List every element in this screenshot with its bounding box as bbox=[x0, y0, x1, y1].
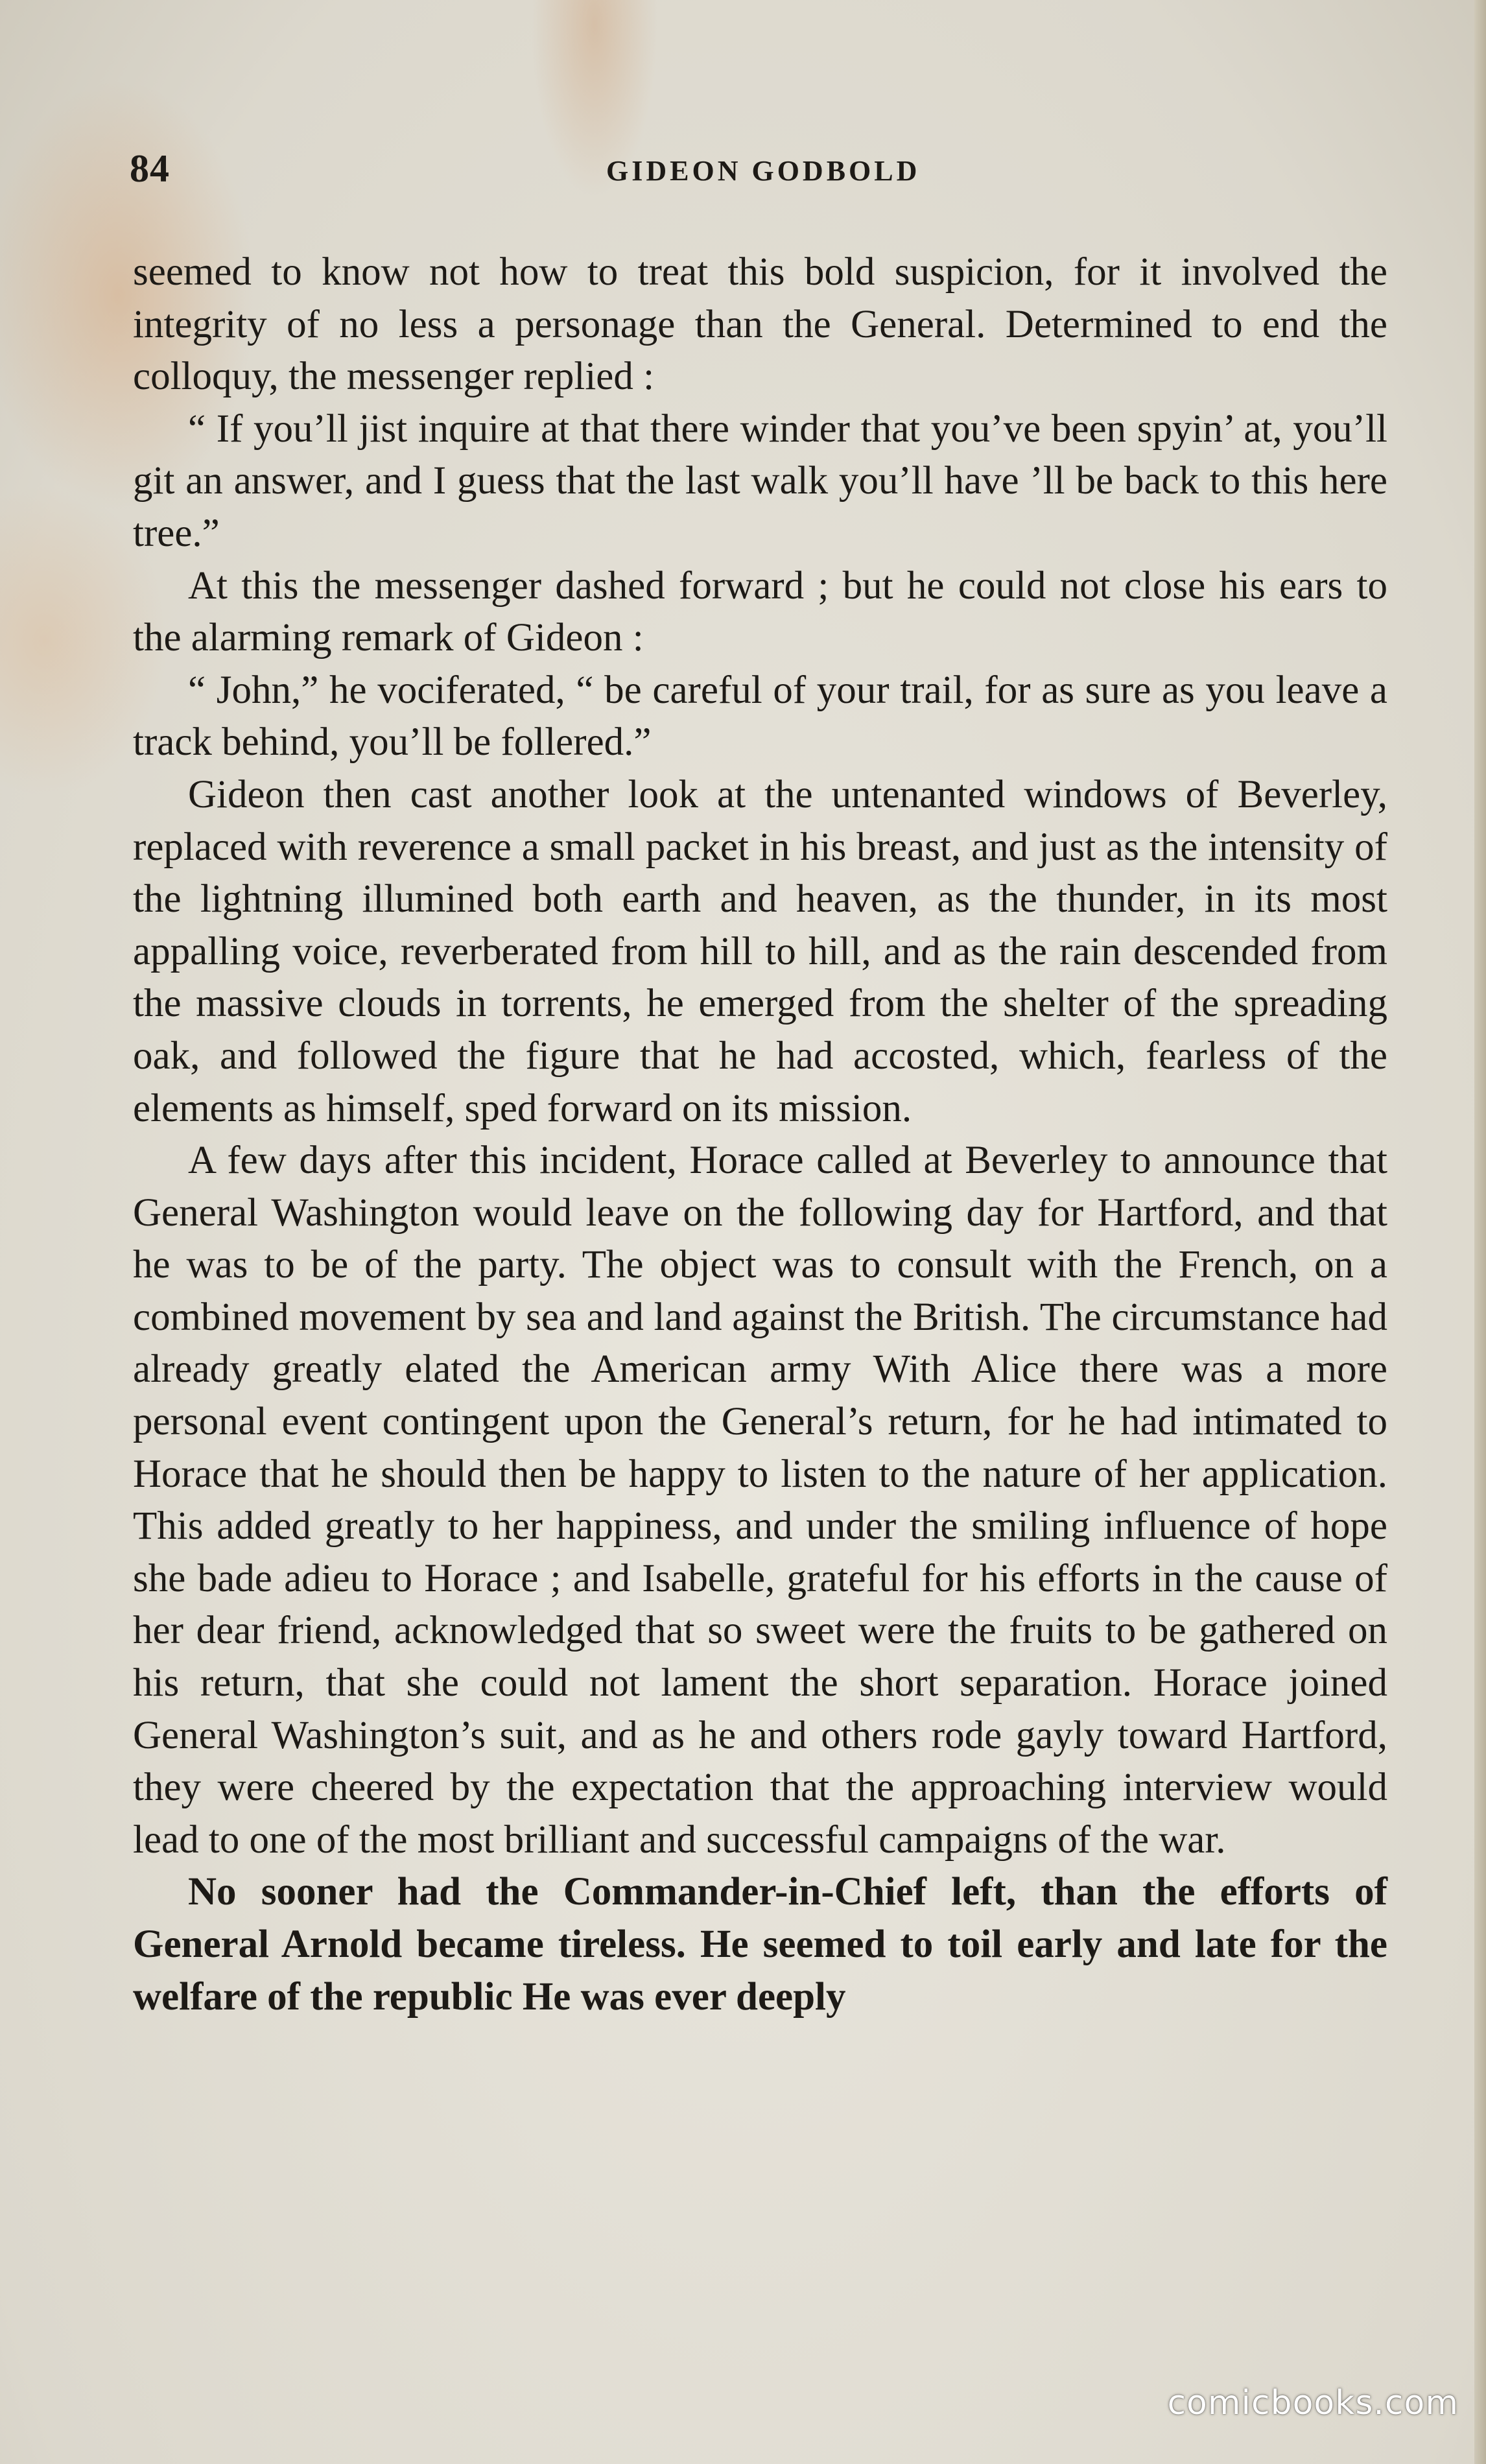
body-text bbox=[133, 246, 1387, 2373]
paragraph: A few days after this incident, Horace called at Beverley to announce that General Washington would leave on the following day for Hartford, and that he was to be of the party. The object was to consult with the French, on a combined movement by sea and land against the British. The circumstance had already greatly elated the American army With Alice there was a more personal event contingent upon the General’s return, for he had intimated to Horace that he should then be happy to listen to the nature of her application. This added greatly to her happiness, and under the smiling influence of hope she bade adieu to Horace ; and Isabelle, grateful for his efforts in the cause of her dear friend, acknowledged that so sweet were the fruits to be gathered on his return, that she could not lament the short separation. Horace joined General Washington’s suit, and as he and others rode gayly toward Hartford, they were cheered by the expectation that the approaching interview would lead to one of the most brilliant and successful campaigns of the war. bbox=[133, 1139, 1387, 1862]
page-number: 84 bbox=[130, 147, 170, 190]
watermark: comicbooks.com bbox=[1167, 2384, 1459, 2423]
paragraph: “ John,” he vociferated, “ be careful of your trail, for as sure as you leave a track behind, you’ll be follered.” bbox=[133, 668, 1387, 764]
paragraph: seemed to know not how to treat this bold suspicion, for it involved the integrity of no less a personage than the General. Determined to end the colloquy, the messenger replied : bbox=[133, 250, 1387, 399]
paragraph: “ If you’ll jist inquire at that there winder that you’ve been spyin’ at, you’ll git an answer, and I guess that the last walk you’ll have ’ll be back to this here tree.” bbox=[133, 407, 1387, 555]
page-edge bbox=[1474, 0, 1486, 2464]
paragraph: At this the messenger dashed forward ; but he could not close his ears to the alarming remark of Gideon : bbox=[133, 563, 1387, 660]
paragraph: Gideon then cast another look at the untenanted windows of Beverley, replaced with reverence a small packet in his breast, and just as the intensity of the lightning illumined both earth and heaven, as the thunder, in its most appalling voice, reverberated from hill to hill, and as the rain descended from the massive clouds in torrents, he emerged from the shelter of the spreading oak, and followed the figure that he had accosted, which, fearless of the elements as himself, sped forward on its mission. bbox=[133, 772, 1387, 1130]
running-head: GIDEON GODBOLD bbox=[606, 155, 921, 187]
page-header bbox=[130, 147, 1387, 205]
paragraph: No sooner had the Commander-in-Chief left, than the efforts of General Arnold became tireless. He seemed to toil early and late for the welfare of the republic He was ever deeply bbox=[133, 1870, 1387, 2019]
